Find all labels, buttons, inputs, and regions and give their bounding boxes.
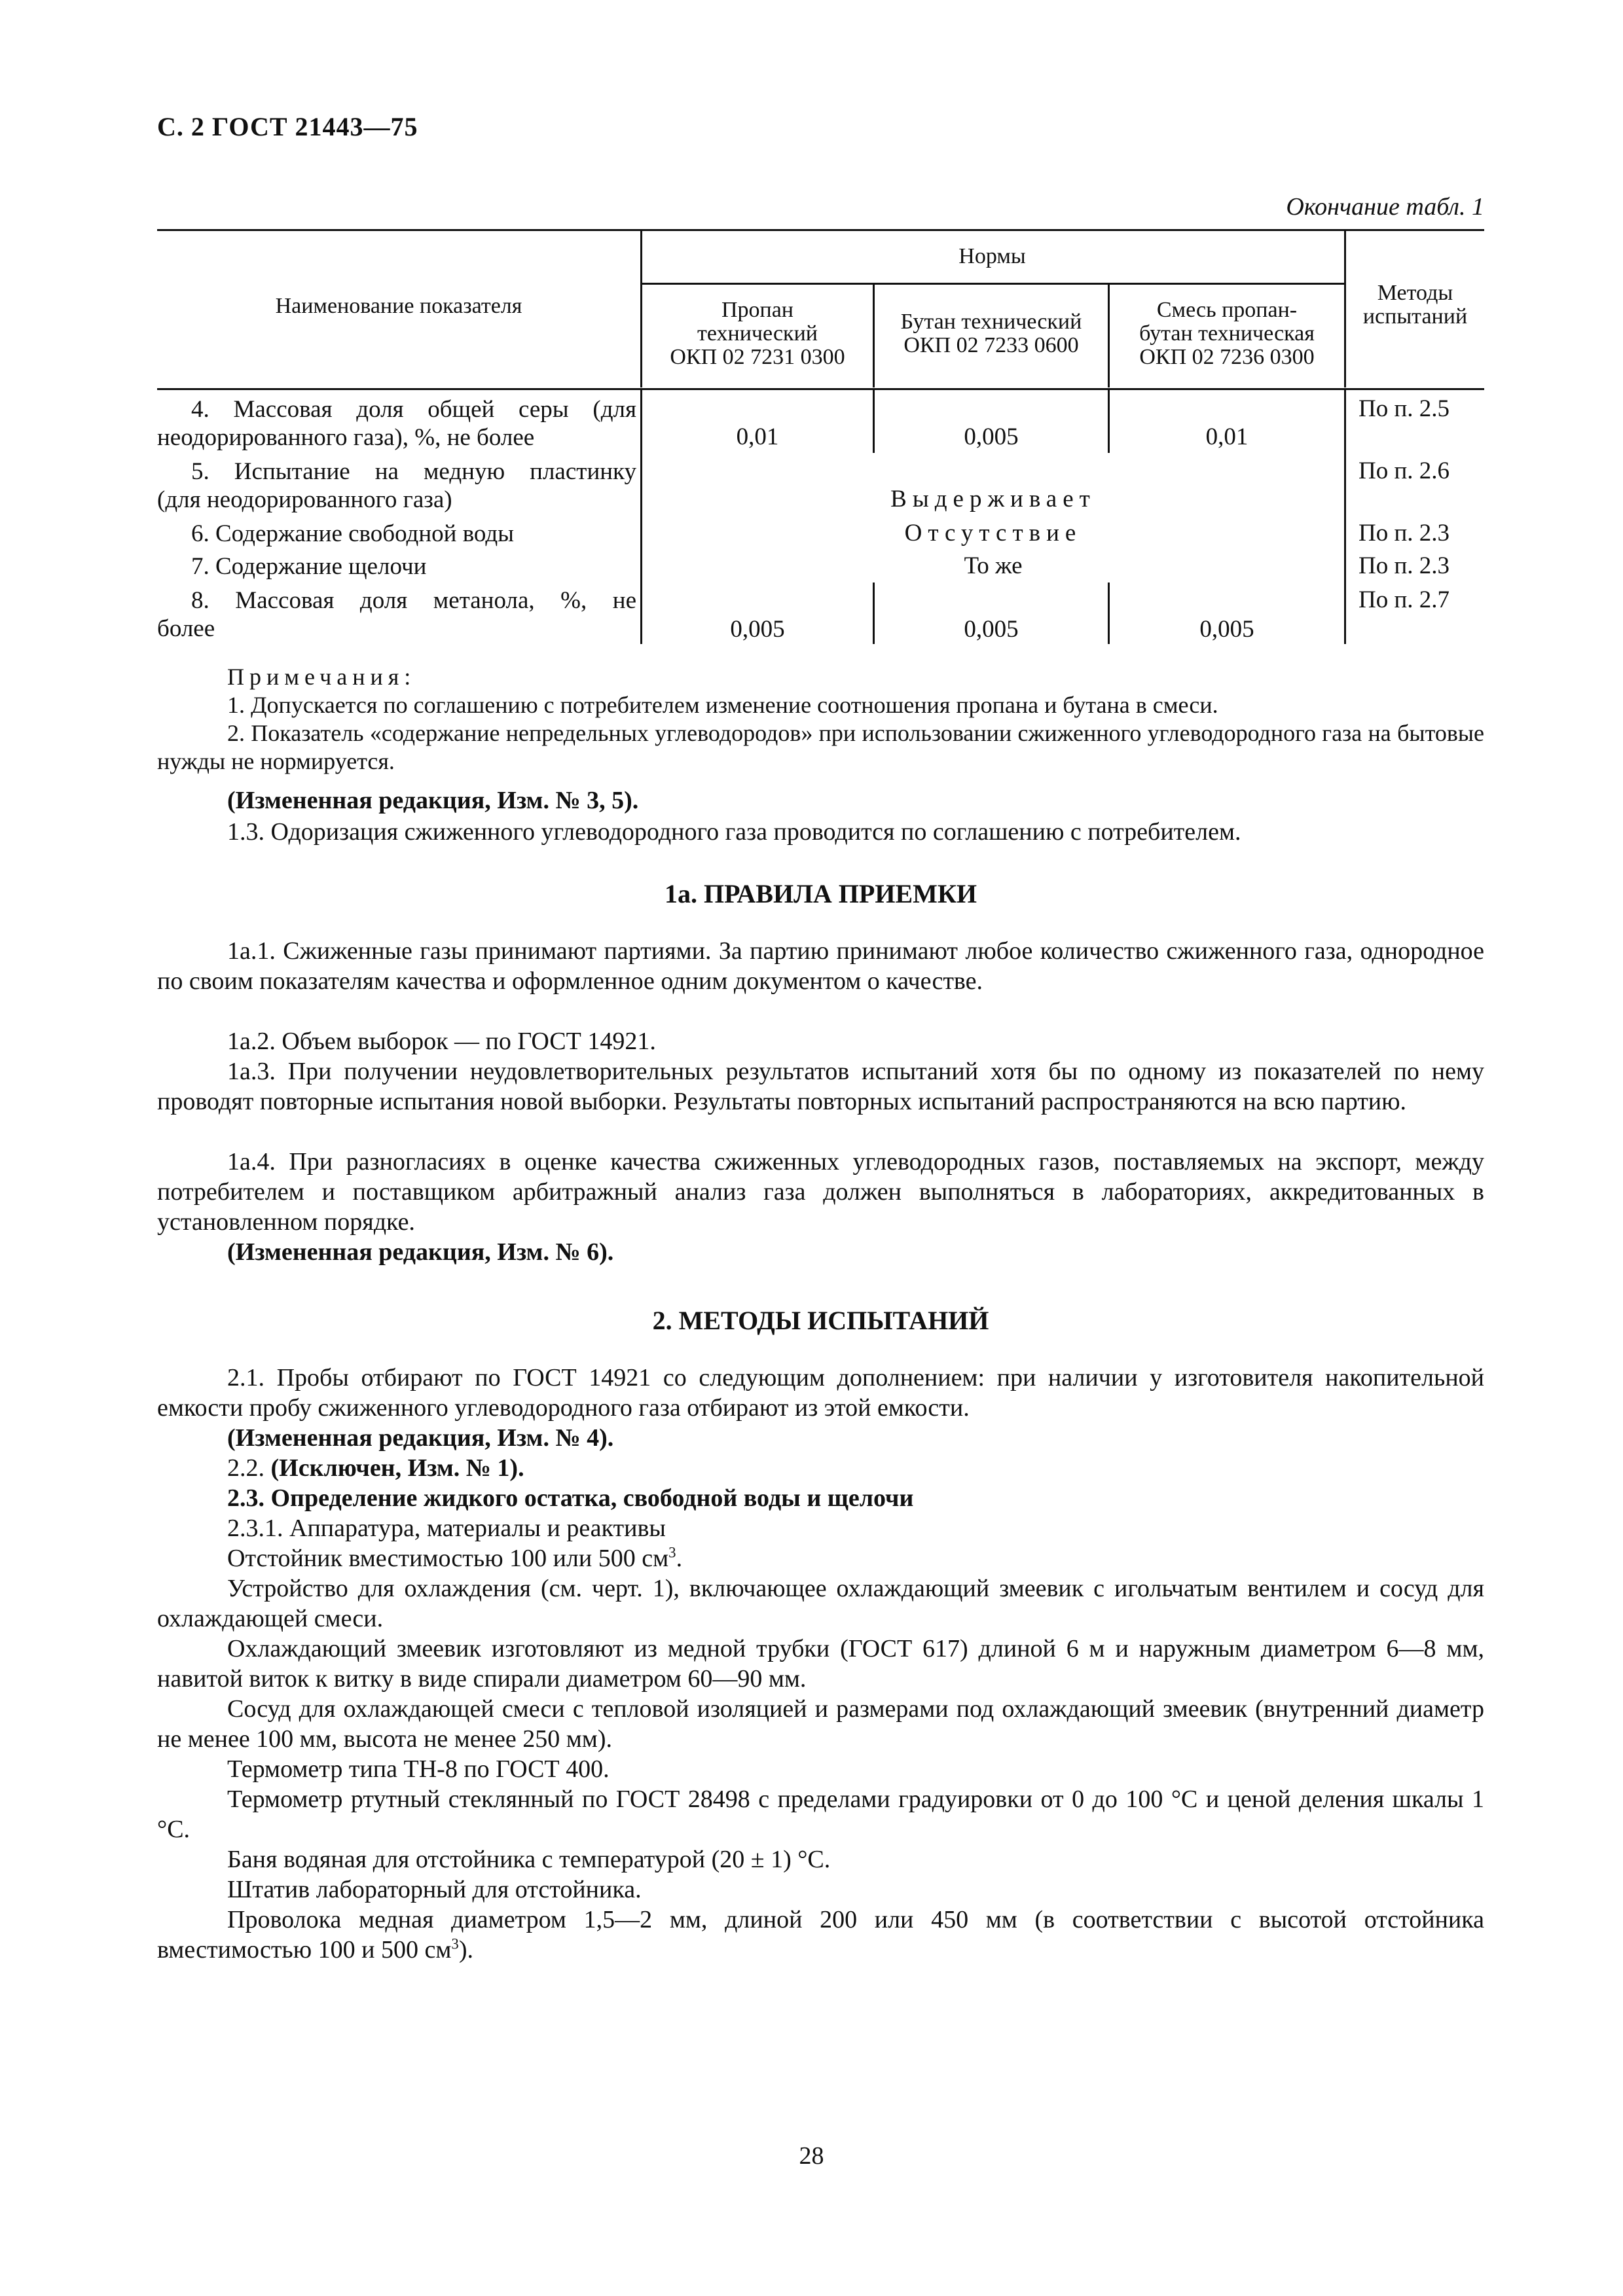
paragraph-2-3-1: 2.3.1. Аппаратура, материалы и реактивы — [227, 1515, 666, 1542]
paragraph-2-3: 2.3. Определение жидкого остатка, свободной воды и щелочи — [227, 1484, 914, 1512]
page-header: С. 2 ГОСТ 21443—75 — [157, 112, 418, 141]
paragraph-1a-3: 1а.3. При получении неудовлетворительных результатов испытаний хотя бы по одному из показателей по нему проводят повторные испытания новой выборки. Результаты повторных испытаний распространяются на всю партию. — [157, 1058, 1484, 1115]
settler-sup: 3 — [668, 1544, 676, 1561]
paragraph-2-1: 2.1. Пробы отбирают по ГОСТ 14921 со следующим дополнением: при наличии у изготовителя накопительной емкости пробу сжиженного углеводородного газа отбирают из этой емкости. — [157, 1364, 1484, 1422]
header-norms: Нормы — [958, 244, 1026, 268]
row-6-merged: Отсутствие — [904, 520, 1082, 547]
table-top-rule — [157, 229, 1484, 231]
propane-line2: технический — [697, 321, 818, 346]
row-8-line1: 8. Массовая доля метанола, %, не — [191, 587, 636, 614]
thermometer-mercury: Термометр ртутный стеклянный по ГОСТ 28498 с пределами градуировки от 0 до 100 °С и ценой деления шкалы 1 °С. — [157, 1785, 1484, 1843]
paragraph-2-2-number: 2.2. — [227, 1454, 264, 1482]
copper-wire-sup: 3 — [451, 1935, 459, 1952]
header-name: Наименование показателя — [275, 294, 522, 318]
cooling-vessel: Сосуд для охлаждающей смеси с тепловой изоляцией и размерами под охлаждающий змеевик (внутренний диаметр не менее 100 мм, высота не менее 250 мм). — [157, 1695, 1484, 1753]
row-4-method: По п. 2.5 — [1359, 395, 1450, 422]
row-8-mix: 0,005 — [1199, 616, 1254, 643]
header-methods — [1346, 281, 1484, 329]
norms-divider — [640, 283, 1346, 285]
row-8-method: По п. 2.7 — [1359, 586, 1450, 613]
row-6-method: По п. 2.3 — [1359, 520, 1450, 547]
water-bath: Баня водяная для отстойника с температурой (20 ± 1) °С. — [227, 1846, 831, 1873]
header-propane — [642, 298, 873, 369]
notes-title: Примечания: — [227, 664, 416, 690]
settler-text: Отстойник вместимостью 100 или 500 см — [227, 1545, 669, 1572]
table-header-rule — [157, 388, 1484, 390]
copper-wire — [157, 1905, 1484, 1965]
butane-line2: ОКП 02 7233 0600 — [903, 333, 1079, 357]
cooling-device: Устройство для охлаждения (см. черт. 1), включающее охлаждающий змеевик с игольчатым вентилем и сосуд для охлаждающей смеси. — [157, 1575, 1484, 1632]
mix-line3: ОКП 02 7236 0300 — [1139, 345, 1315, 369]
propane-line1: Пропан — [721, 298, 794, 322]
settler-item — [157, 1543, 1484, 1573]
row-8-line2: более — [157, 615, 215, 642]
row-4-propane: 0,01 — [736, 423, 779, 450]
row-6-line1: 6. Содержание свободной воды — [191, 520, 515, 547]
paragraph-2-2 — [157, 1453, 1484, 1483]
lab-stand: Штатив лабораторный для отстойника. — [227, 1876, 642, 1903]
row-7-method: По п. 2.3 — [1359, 552, 1450, 579]
copper-wire-text: Проволока медная диаметром 1,5—2 мм, длиной 200 или 450 мм (в соответствии с высотой отстойника вместимостью 100 и 500 см — [157, 1906, 1484, 1964]
amendment-6: (Измененная редакция, Изм. № 6). — [227, 1238, 614, 1266]
paragraph-1a-2: 1а.2. Объем выборок — по ГОСТ 14921. — [227, 1028, 656, 1055]
mix-line1: Смесь пропан- — [1156, 298, 1298, 322]
note-2: 2. Показатель «содержание непредельных углеводородов» при использовании сжиженного углеводородного газа на бытовые нужды не нормируется. — [157, 720, 1484, 774]
propane-line3: ОКП 02 7231 0300 — [670, 345, 845, 369]
row-5-line2: (для неодорированного газа) — [157, 486, 452, 513]
paragraph-1-3: 1.3. Одоризация сжиженного углеводородного газа проводится по соглашению с потребителем. — [227, 818, 1241, 846]
note-1: 1. Допускается по соглашению с потребителем изменение соотношения пропана и бутана в смеси. — [227, 692, 1218, 718]
row-8-propane: 0,005 — [730, 616, 785, 643]
copper-wire-end: ). — [458, 1936, 473, 1964]
section-1a-title: 1а. ПРАВИЛА ПРИЕМКИ — [664, 879, 977, 908]
row-5-method: По п. 2.6 — [1359, 457, 1450, 484]
paragraph-1a-1: 1а.1. Сжиженные газы принимают партиями. За партию принимают любое количество сжиженного газа, однородное по своим показателям качества и оформленное одним документом о качестве. — [157, 937, 1484, 995]
paragraph-1a-4: 1а.4. При разногласиях в оценке качества сжиженных углеводородных газов, поставляемых на экспорт, между потребителем и поставщиком арбитражный анализ газа должен выполняться в лабораториях, аккредитованных в установленном порядке. — [157, 1148, 1484, 1236]
header-methods-line1: Методы — [1377, 281, 1453, 305]
row-4-line2: неодорированного газа), %, не более — [157, 424, 535, 451]
header-methods-line2: испытаний — [1362, 304, 1468, 329]
row-7-merged: То же — [964, 552, 1023, 579]
row-7-line1: 7. Содержание щелочи — [191, 553, 427, 580]
thermometer-tn8: Термометр типа ТН-8 по ГОСТ 400. — [227, 1755, 610, 1783]
settler-dot: . — [676, 1545, 683, 1572]
row-4-butane: 0,005 — [964, 423, 1019, 450]
row-5-line1: 5. Испытание на медную пластинку — [191, 458, 636, 485]
paragraph-2-2-excluded: (Исключен, Изм. № 1). — [270, 1454, 524, 1482]
row-4-line1: 4. Массовая доля общей серы (для — [191, 396, 636, 423]
header-butane — [875, 310, 1108, 357]
row-5-merged: Выдерживает — [890, 486, 1096, 512]
body-divider-methods — [1344, 390, 1346, 644]
row-4-mix: 0,01 — [1205, 423, 1249, 450]
row-8-butane: 0,005 — [964, 616, 1019, 643]
page-number: 28 — [799, 2142, 824, 2170]
mix-line2: бутан техническая — [1139, 321, 1315, 346]
amendment-4: (Измененная редакция, Изм. № 4). — [227, 1424, 614, 1452]
cooling-coil: Охлаждающий змеевик изготовляют из медной трубки (ГОСТ 617) длиной 6 м и наружным диаметром 6—8 мм, навитой виток к витку в виде спирали диаметром 60—90 мм. — [157, 1635, 1484, 1693]
amendment-3-5: (Измененная редакция, Изм. № 3, 5). — [227, 787, 639, 814]
header-mix — [1110, 298, 1344, 369]
section-2-title: 2. МЕТОДЫ ИСПЫТАНИЙ — [652, 1306, 989, 1335]
table-caption: Окончание табл. 1 — [1286, 193, 1484, 221]
butane-line1: Бутан технический — [900, 310, 1082, 334]
